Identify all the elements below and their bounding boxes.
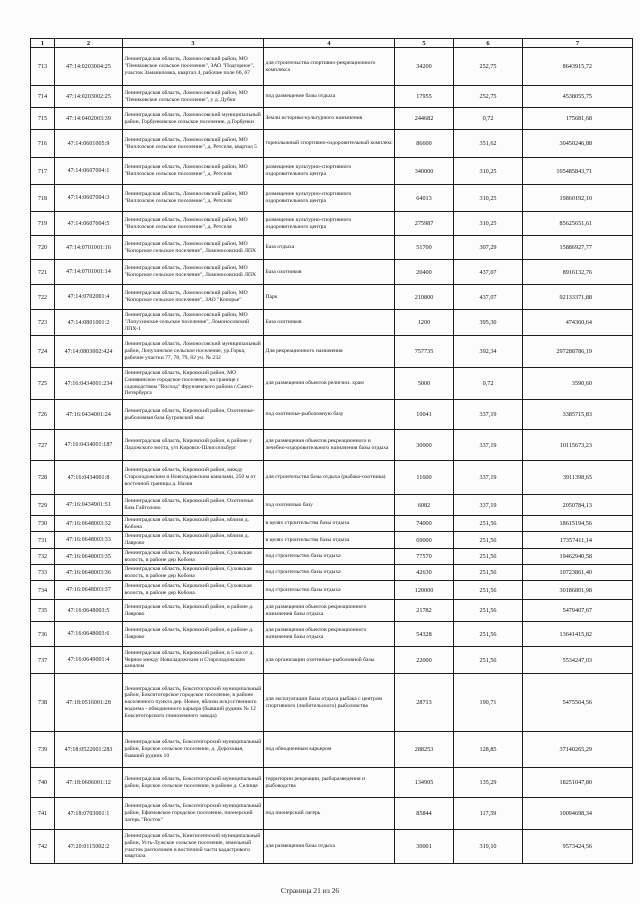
column-header: 4	[264, 39, 395, 48]
table-row	[31, 108, 633, 130]
land-use: в целях строительства базы отдыха	[264, 516, 395, 532]
land-use: под строительство базы отдыха	[264, 581, 395, 600]
table-row	[31, 565, 633, 581]
address: Ленинградская область, Ломоносовский муниципальный район, Лопухинское сельское поселение, ур.Горка, рабочие участки 77, 78, 79, 82 уч. № 232	[123, 336, 264, 368]
row-number: 731	[31, 532, 55, 549]
area: 340000	[395, 158, 454, 185]
row-number: 715	[31, 108, 55, 130]
rate: 319,10	[454, 830, 523, 864]
land-use: База отдыха	[264, 236, 395, 260]
address: Ленинградская область, Бокситогорский муниципальный район, Ефимовское городское поселение, пионерский лагерь "Восток"	[123, 798, 264, 830]
row-number: 738	[31, 674, 55, 732]
land-use: под размещение базы отдыха	[264, 86, 395, 108]
address: Ленинградская область, Ломоносовский район, МО "Копорское сельское поселение", ЗАО "Копорье"	[123, 285, 264, 310]
row-number: 732	[31, 549, 55, 565]
land-use: База охотников	[264, 260, 395, 285]
area: 85844	[395, 798, 454, 830]
cadastral-value: 3590,60	[523, 368, 633, 400]
row-number: 722	[31, 285, 55, 310]
cadastral-value: 5479407,67	[523, 600, 633, 622]
rate: 135,29	[454, 768, 523, 798]
land-use: размещение культурно-спортивного оздоровительного центра	[264, 212, 395, 236]
table-row	[31, 798, 633, 830]
row-number: 741	[31, 798, 55, 830]
cadastral-value: 5475564,56	[523, 674, 633, 732]
area: 30001	[395, 830, 454, 864]
row-number: 719	[31, 212, 55, 236]
column-header: 3	[123, 39, 264, 48]
land-use: горнолыжный спортивно-оздоровительный комплекс	[264, 130, 395, 158]
land-use: для строительства базы отдыха (рыбако-охотника)	[264, 461, 395, 495]
address: Ленинградская область, Кировский район, в районе у Ладожского моста, у/п Кировск-Шлиссельбург	[123, 430, 264, 461]
cadastral-value: 2050784,13	[523, 495, 633, 516]
table-row	[31, 236, 633, 260]
land-use: под строительство базы отдыха	[264, 549, 395, 565]
cadastral-number: 47:16:0648003:6	[55, 622, 123, 647]
table-header-row	[31, 39, 633, 48]
cadastral-number: 47:14:0601005:9	[55, 130, 123, 158]
area: 21782	[395, 600, 454, 622]
rate: 395,30	[454, 310, 523, 336]
land-use: для организации охотничье-рыболовной базы	[264, 647, 395, 674]
area: 69000	[395, 532, 454, 549]
land-use: для размещения объектов религиоз. храм	[264, 368, 395, 400]
rate: 310,25	[454, 158, 523, 185]
area: 54328	[395, 622, 454, 647]
cadastral-value: 10115673,23	[523, 430, 633, 461]
table-row	[31, 674, 633, 732]
cadastral-value: 9573424,56	[523, 830, 633, 864]
area: 6082	[395, 495, 454, 516]
rate: 251,56	[454, 600, 523, 622]
area: 42630	[395, 565, 454, 581]
cadastral-value: 18251047,80	[523, 768, 633, 798]
row-number: 720	[31, 236, 55, 260]
address: Ленинградская область, Кировский район, в районе д. Лаврово	[123, 622, 264, 647]
area: 757735	[395, 336, 454, 368]
area: 86600	[395, 130, 454, 158]
cadastral-value: 10094698,34	[523, 798, 633, 830]
cadastral-value: 37140265,29	[523, 732, 633, 768]
cadastral-value: 8916132,76	[523, 260, 633, 285]
table-row	[31, 830, 633, 864]
area: 5000	[395, 368, 454, 400]
land-use: размещение культурно-спортивного оздоровительного центра	[264, 158, 395, 185]
rate: 392,34	[454, 336, 523, 368]
column-header: 7	[523, 39, 633, 48]
address: Ленинградская область, Кировский район, Суховская волость, в районе дер Кобона	[123, 581, 264, 600]
table-row	[31, 185, 633, 212]
land-use: для размещения объектов рекреационного назначения базы отдыха	[264, 600, 395, 622]
area: 30000	[395, 430, 454, 461]
area: 64013	[395, 185, 454, 212]
address: Ленинградская область, Ломоносовский район, МО "Лопухинское сельское поселение", Ломоносовский ЛПХ-1	[123, 310, 264, 336]
column-header: 6	[454, 39, 523, 48]
cadastral-value: 15886927,77	[523, 236, 633, 260]
rate: 0,72	[454, 108, 523, 130]
address: Ленинградская область, Кировский район, вблизи д. Кобона	[123, 516, 264, 532]
row-number: 723	[31, 310, 55, 336]
cadastral-value: 4538055,75	[523, 86, 633, 108]
rate: 307,29	[454, 236, 523, 260]
table-row	[31, 622, 633, 647]
cadastral-number: 47:16:0434001:187	[55, 430, 123, 461]
address: Ленинградская область, Кировский район, МО Синявинское городское поселение, на границе с садоводством "Восход" Фрунзенского района г.Санкт-Петербурга	[123, 368, 264, 400]
address: Ленинградская область, Ломоносовский район, МО "Копорское сельское поселение", Ломоносовский ЛПХ	[123, 236, 264, 260]
land-use: для размещения базы отдыха	[264, 830, 395, 864]
table-row	[31, 647, 633, 674]
address: Ленинградская область, Ломоносовский район, МО "Виллозское сельское поселение", д. Ретселя	[123, 212, 264, 236]
address: Ленинградская область, Кингисеппский муниципальный район, Усть-Лужское сельское поселение, земельный участок расположен в восточной части кадастрового квартала	[123, 830, 264, 864]
row-number: 725	[31, 368, 55, 400]
cadastral-number: 47:14:0702001:4	[55, 285, 123, 310]
land-use: под обводненным карьером	[264, 732, 395, 768]
rate: 117,59	[454, 798, 523, 830]
table-row	[31, 732, 633, 768]
cadastral-value: 19462940,58	[523, 549, 633, 565]
cadastral-number: 47:16:0648003:36	[55, 565, 123, 581]
cadastral-number: 47:18:0606001:12	[55, 768, 123, 798]
address: Ленинградская область, Бокситогорский муниципальный район, Бокситогорское городское поселение, в районе населенного пункта дер. Новое, вблизи искусственного водоема - обводненного карьера (бывший рудник № 12 Бокситогорского глиноземного завода)	[123, 674, 264, 732]
row-number: 727	[31, 430, 55, 461]
rate: 251,56	[454, 549, 523, 565]
cadastral-number: 47:14:0203002:25	[55, 86, 123, 108]
rate: 337,19	[454, 461, 523, 495]
area: 22000	[395, 647, 454, 674]
cadastral-value: 92133371,88	[523, 285, 633, 310]
cadastral-value: 10723861,40	[523, 565, 633, 581]
table-row	[31, 549, 633, 565]
rate: 251,56	[454, 622, 523, 647]
row-number: 721	[31, 260, 55, 285]
area: 34200	[395, 48, 454, 86]
row-number: 716	[31, 130, 55, 158]
cadastral-number: 47:16:0648003:35	[55, 549, 123, 565]
table-row	[31, 368, 633, 400]
area: 134905	[395, 768, 454, 798]
rate: 251,56	[454, 532, 523, 549]
cadastral-value: 30450246,88	[523, 130, 633, 158]
rate: 351,62	[454, 130, 523, 158]
address: Ленинградская область, Кировский район, в 5 км от д. Черное между Новоладожским и Староладожским каналом	[123, 647, 264, 674]
cadastral-number: 47:16:0648003:33	[55, 532, 123, 549]
rate: 337,19	[454, 430, 523, 461]
land-use: под охотничью базу	[264, 495, 395, 516]
cadastral-value: 19860192,10	[523, 185, 633, 212]
table-row	[31, 768, 633, 798]
address: Ленинградская область, Ломоносовский район, МО "Пениковское сельское поселение", ЗАО "Подгорное", участок Заманиловка, квартал 4, рабочие поле 66, 67	[123, 48, 264, 86]
rate: 190,71	[454, 674, 523, 732]
land-use: Земли историко-культурного назначения	[264, 108, 395, 130]
row-number: 729	[31, 495, 55, 516]
cadastral-number: 47:14:0803002:424	[55, 336, 123, 368]
row-number: 730	[31, 516, 55, 532]
table-row	[31, 212, 633, 236]
column-header: 1	[31, 39, 55, 48]
row-number: 742	[31, 830, 55, 864]
land-use: территории рекреации, рыборазведения и рыбоводства	[264, 768, 395, 798]
area: 77570	[395, 549, 454, 565]
cadastral-number: 47:16:0648003:32	[55, 516, 123, 532]
row-number: 718	[31, 185, 55, 212]
cadastral-number: 47:18:0516001:28	[55, 674, 123, 732]
land-use: Парк	[264, 285, 395, 310]
cadastral-value: 13641415,82	[523, 622, 633, 647]
rate: 437,07	[454, 285, 523, 310]
row-number: 713	[31, 48, 55, 86]
address: Ленинградская область, Ломоносовский район, МО "Виллозское сельское поселение", д. Ретселя	[123, 158, 264, 185]
row-number: 714	[31, 86, 55, 108]
row-number: 735	[31, 600, 55, 622]
cadastral-value: 105485843,71	[523, 158, 633, 185]
land-use: в целях строительства базы отдыха	[264, 532, 395, 549]
address: Ленинградская область, Кировский район, между Староладожским и Новоладожским каналами, 250 м от восточной границы д. Назия	[123, 461, 264, 495]
table-row	[31, 430, 633, 461]
land-use: под строительство базы отдыха	[264, 565, 395, 581]
table-row	[31, 516, 633, 532]
row-number: 717	[31, 158, 55, 185]
cadastral-number: 47:18:0703001:1	[55, 798, 123, 830]
cadastral-value: 30186801,98	[523, 581, 633, 600]
row-number: 736	[31, 622, 55, 647]
table-row	[31, 48, 633, 86]
cadastral-number: 47:16:0434901:51	[55, 495, 123, 516]
cadastral-value: 5534247,03	[523, 647, 633, 674]
land-use: для эксплуатации базы отдыха рыбака с центром спортивного (любительского) рыболовства	[264, 674, 395, 732]
land-use: для размещения объектов рекреационного и лечебно-оздоровительного назначения базы отдыха	[264, 430, 395, 461]
address: Ленинградская область, Кировский район, Охотничья база Гайтолово	[123, 495, 264, 516]
cadastral-number: 47:14:0607004:5	[55, 212, 123, 236]
cadastral-number: 47:14:0701001:16	[55, 236, 123, 260]
area: 10041	[395, 400, 454, 430]
cadastral-value: 3385715,83	[523, 400, 633, 430]
rate: 128,85	[454, 732, 523, 768]
rate: 337,19	[454, 400, 523, 430]
table-row	[31, 130, 633, 158]
table-row	[31, 285, 633, 310]
cadastral-number: 47:14:0203004:25	[55, 48, 123, 86]
address: Ленинградская область, Кировский район, Охотничье-рыболовная база Бугровский мыс	[123, 400, 264, 430]
cadastral-number: 47:20:0115002:2	[55, 830, 123, 864]
area: 28713	[395, 674, 454, 732]
address: Ленинградская область, Кировский район, в районе д. Лаврово	[123, 600, 264, 622]
cadastral-value: 474360,64	[523, 310, 633, 336]
table-row	[31, 532, 633, 549]
cadastral-number: 47:18:0522001:283	[55, 732, 123, 768]
cadastral-value: 17357411,14	[523, 532, 633, 549]
area: 1200	[395, 310, 454, 336]
address: Ленинградская область, Ломоносовский район, МО "Виллозское сельское поселение", д. Ретселя	[123, 185, 264, 212]
rate: 251,56	[454, 565, 523, 581]
cadastral-value: 18615194,56	[523, 516, 633, 532]
row-number: 724	[31, 336, 55, 368]
cadastral-number: 47:14:0607004:1	[55, 158, 123, 185]
row-number: 737	[31, 647, 55, 674]
table-row	[31, 260, 633, 285]
rate: 310,25	[454, 185, 523, 212]
table-row	[31, 158, 633, 185]
row-number: 739	[31, 732, 55, 768]
land-use: Для рекреационного назначения	[264, 336, 395, 368]
column-header: 5	[395, 39, 454, 48]
area: 210800	[395, 285, 454, 310]
page-number: Страница 21 из 26	[280, 886, 340, 895]
area: 17955	[395, 86, 454, 108]
cadastral-number: 47:14:0607004:3	[55, 185, 123, 212]
area: 51700	[395, 236, 454, 260]
address: Ленинградская область, Ломоносовский район, МО "Виллозское сельское поселение", д. Ретселя, квартал 5	[123, 130, 264, 158]
address: Ленинградская область, Кировский район, Суховская волость, в районе дер Кобона	[123, 549, 264, 565]
cadastral-number: 47:16:0434001:8	[55, 461, 123, 495]
cadastral-value: 3911398,65	[523, 461, 633, 495]
address: Ленинградская область, Кировский район, вблизи д. Лаврово	[123, 532, 264, 549]
land-use: для строительства спортивно-рекреационного комплекса	[264, 48, 395, 86]
table-row	[31, 86, 633, 108]
row-number: 726	[31, 400, 55, 430]
table-row	[31, 400, 633, 430]
cadastral-value: 297288786,19	[523, 336, 633, 368]
cadastral-number: 47:14:0402003:39	[55, 108, 123, 130]
land-use: под пионерский лагерь	[264, 798, 395, 830]
land-use: База охотников	[264, 310, 395, 336]
rate: 437,07	[454, 260, 523, 285]
cadastral-value: 85625651,61	[523, 212, 633, 236]
table-row	[31, 336, 633, 368]
area: 275987	[395, 212, 454, 236]
rate: 310,25	[454, 212, 523, 236]
cadastral-value: 175681,68	[523, 108, 633, 130]
address: Ленинградская область, Бокситогорский муниципальный район, Борское сельское поселение, д. Дороховая, бывший рудник 10	[123, 732, 264, 768]
rate: 252,75	[454, 48, 523, 86]
area: 288253	[395, 732, 454, 768]
area: 11600	[395, 461, 454, 495]
cadastral-number: 47:14:0701001:14	[55, 260, 123, 285]
land-use: под охотничье-рыболовную базу	[264, 400, 395, 430]
land-use: размещение культурно-спортивного оздоровительного центра	[264, 185, 395, 212]
rate: 251,56	[454, 581, 523, 600]
rate: 252,75	[454, 86, 523, 108]
area: 74000	[395, 516, 454, 532]
rate: 0,72	[454, 368, 523, 400]
address: Ленинградская область, Ломоносовский район, МО "Пениковское сельское поселение", у д. Дубки	[123, 86, 264, 108]
land-plots-table	[30, 38, 633, 864]
address: Ленинградская область, Бокситогорский муниципальный район, Борское сельское поселение, в районе д. Селище	[123, 768, 264, 798]
column-header: 2	[55, 39, 123, 48]
table-row	[31, 581, 633, 600]
address: Ленинградская область, Ломоносовский муниципальный район, Горбунковское сельское поселение, д.Горбунки	[123, 108, 264, 130]
table-row	[31, 461, 633, 495]
area: 244682	[395, 108, 454, 130]
cadastral-value: 8643915,72	[523, 48, 633, 86]
row-number: 733	[31, 565, 55, 581]
area: 20400	[395, 260, 454, 285]
rate: 251,56	[454, 516, 523, 532]
address: Ленинградская область, Ломоносовский район, МО "Копорское сельское поселение", Ломоносовский ЛПХ	[123, 260, 264, 285]
row-number: 728	[31, 461, 55, 495]
cadastral-number: 47:14:0801001:2	[55, 310, 123, 336]
row-number: 740	[31, 768, 55, 798]
area: 120000	[395, 581, 454, 600]
address: Ленинградская область, Кировский район, Суховская волость, в районе дер Кобона	[123, 565, 264, 581]
table-row	[31, 495, 633, 516]
row-number: 734	[31, 581, 55, 600]
cadastral-number: 47:16:0648003:5	[55, 600, 123, 622]
cadastral-number: 47:16:0434001:234	[55, 368, 123, 400]
rate: 251,56	[454, 647, 523, 674]
cadastral-number: 47:16:0434001:24	[55, 400, 123, 430]
land-use: для размещения объектов рекреационного назначения базы отдыха	[264, 622, 395, 647]
rate: 337,19	[454, 495, 523, 516]
cadastral-number: 47:16:0648003:37	[55, 581, 123, 600]
table-row	[31, 310, 633, 336]
table-row	[31, 600, 633, 622]
cadastral-number: 47:16:0649001:4	[55, 647, 123, 674]
